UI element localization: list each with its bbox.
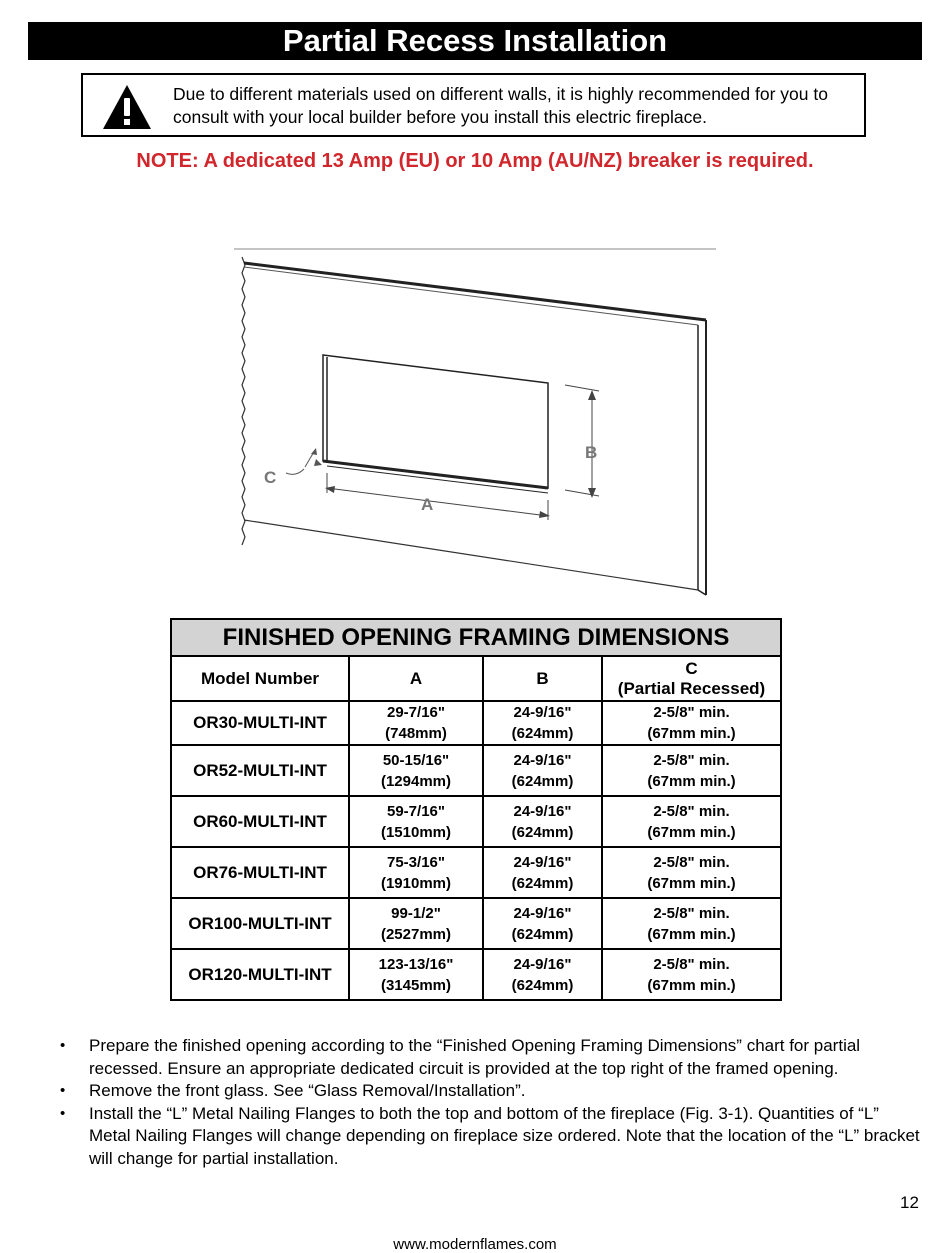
a-mm: (2527mm) xyxy=(380,925,452,943)
a-cell xyxy=(349,745,483,796)
a-inches: 59-7/16" xyxy=(387,802,445,820)
header-b: B xyxy=(483,656,602,701)
b-inches: 24-9/16" xyxy=(513,704,572,721)
c-mm: (67mm min.) xyxy=(647,976,736,994)
wall-broken-edge xyxy=(242,257,245,545)
b-cell xyxy=(483,847,602,898)
table-caption: FINISHED OPENING FRAMING DIMENSIONS xyxy=(171,619,781,656)
breaker-note: NOTE: A dedicated 13 Amp (EU) or 10 Amp (AU/NZ) breaker is required. xyxy=(136,150,814,172)
a-inches: 29-7/16" xyxy=(387,704,445,721)
framed-opening xyxy=(323,355,548,488)
header-c-sub: (Partial Recessed) xyxy=(617,678,766,698)
table-row xyxy=(171,701,781,745)
b-mm: (624mm) xyxy=(511,823,574,841)
label-a: A xyxy=(421,495,434,514)
page-number: 12 xyxy=(900,1193,919,1212)
c-mm: (67mm min.) xyxy=(647,725,736,742)
header-c-title: C xyxy=(685,658,698,678)
table-row xyxy=(171,796,781,847)
instruction-list xyxy=(60,1035,920,1170)
wall-bottom-edge xyxy=(244,520,698,590)
a-inches: 123-13/16" xyxy=(378,955,454,973)
c-cell xyxy=(602,898,781,949)
table-row xyxy=(171,745,781,796)
b-mm: (624mm) xyxy=(511,725,574,742)
a-mm: (748mm) xyxy=(385,725,447,742)
c-mm: (67mm min.) xyxy=(647,925,736,943)
bullet-icon: • xyxy=(60,1082,66,1099)
label-b: B xyxy=(585,443,598,462)
c-inches: 2-5/8" min. xyxy=(653,904,730,922)
warning-triangle-icon xyxy=(101,83,153,131)
c-cell xyxy=(602,847,781,898)
c-inches: 2-5/8" min. xyxy=(653,802,730,820)
b-cell xyxy=(483,745,602,796)
b-cell xyxy=(483,796,602,847)
warning-text: Due to different materials used on different walls, it is highly recommended for you to consult with your local builder before you install this electric fireplace. xyxy=(173,84,828,127)
b-mm: (624mm) xyxy=(511,976,574,994)
b-inches: 24-9/16" xyxy=(513,955,572,973)
label-c: C xyxy=(264,468,277,487)
c-inches: 2-5/8" min. xyxy=(653,853,730,871)
c-inches: 2-5/8" min. xyxy=(653,704,730,721)
list-item xyxy=(60,1035,920,1080)
list-item xyxy=(60,1080,920,1103)
a-cell xyxy=(349,796,483,847)
a-cell xyxy=(349,898,483,949)
c-mm: (67mm min.) xyxy=(647,823,736,841)
table-row xyxy=(171,898,781,949)
b-cell xyxy=(483,898,602,949)
c-cell xyxy=(602,796,781,847)
a-inches: 75-3/16" xyxy=(387,853,445,871)
b-mm: (624mm) xyxy=(511,925,574,943)
a-mm: (1294mm) xyxy=(380,772,452,790)
header-a: A xyxy=(349,656,483,701)
c-cell xyxy=(602,745,781,796)
bullet-icon: • xyxy=(60,1037,66,1054)
model-cell: OR52-MULTI-INT xyxy=(171,745,349,796)
c-mm: (67mm min.) xyxy=(647,772,736,790)
warning-box xyxy=(81,73,866,137)
a-inches: 50-15/16" xyxy=(382,751,450,769)
a-cell xyxy=(349,701,483,745)
a-mm: (1910mm) xyxy=(380,874,452,892)
c-cell xyxy=(602,949,781,1000)
list-item-text: Remove the front glass. See “Glass Removal/Installation”. xyxy=(89,1081,526,1100)
wall-top-edge xyxy=(244,263,706,320)
b-inches: 24-9/16" xyxy=(513,751,572,769)
table-row xyxy=(171,949,781,1000)
header-c xyxy=(602,656,781,701)
framing-dimensions-table xyxy=(170,618,782,1001)
b-mm: (624mm) xyxy=(511,772,574,790)
c-mm: (67mm min.) xyxy=(647,874,736,892)
a-cell xyxy=(349,847,483,898)
a-inches: 99-1/2" xyxy=(391,904,441,922)
b-inches: 24-9/16" xyxy=(513,802,572,820)
b-inches: 24-9/16" xyxy=(513,853,572,871)
b-mm: (624mm) xyxy=(511,874,574,892)
a-mm: (3145mm) xyxy=(380,976,452,994)
c-inches: 2-5/8" min. xyxy=(653,955,730,973)
b-cell xyxy=(483,949,602,1000)
list-item xyxy=(60,1103,920,1171)
bullet-icon: • xyxy=(60,1104,66,1122)
model-cell: OR120-MULTI-INT xyxy=(171,949,349,1000)
page-title: Partial Recess Installation xyxy=(28,22,922,60)
c-cell xyxy=(602,701,781,745)
model-cell: OR30-MULTI-INT xyxy=(171,701,349,745)
footer-url[interactable]: www.modernflames.com xyxy=(393,1236,557,1253)
c-inches: 2-5/8" min. xyxy=(653,751,730,769)
model-cell: OR60-MULTI-INT xyxy=(171,796,349,847)
list-item-text: Prepare the finished opening according to the “Finished Opening Framing Dimensions” chart for partial recessed. Ensure an appropriate dedicated circuit is provided at the top right of the framed opening. xyxy=(89,1036,861,1078)
b-inches: 24-9/16" xyxy=(513,904,572,922)
model-cell: OR76-MULTI-INT xyxy=(171,847,349,898)
b-cell xyxy=(483,701,602,745)
wall-opening-diagram xyxy=(230,245,720,600)
header-model: Model Number xyxy=(171,656,349,701)
list-item-text: Install the “L” Metal Nailing Flanges to both the top and bottom of the fireplace (Fig. 3-1). Quantities of “L” Metal Nailing Flanges will change depending on fireplace size ordered. Note that the location of the “L” bracket will change for partial installation. xyxy=(89,1103,920,1168)
a-mm: (1510mm) xyxy=(380,823,452,841)
a-cell xyxy=(349,949,483,1000)
table-row xyxy=(171,847,781,898)
model-cell: OR100-MULTI-INT xyxy=(171,898,349,949)
